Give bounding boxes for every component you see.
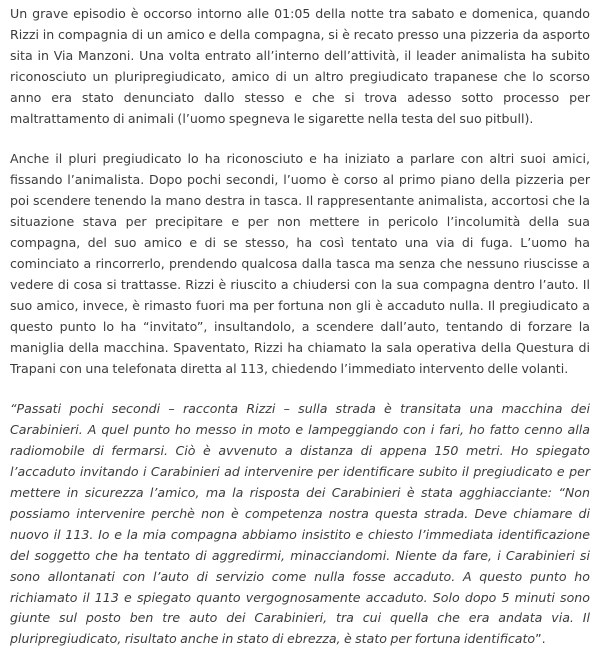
quote-closing-mark: ”. bbox=[535, 631, 546, 647]
article-paragraph-2: Anche il pluri pregiudicato lo ha riconosciuto e ha iniziato a parlare con altri suoi amici, fissando l’animalista. Dopo pochi secondi, l’uomo è corso al primo piano della pizzeria per poi scendere tenendo la mano destra in tasca. Il rappresentante animalista, accortosi che la situazione stava per precipitare e per non mettere in pericolo l’incolumità della sua compagna, del suo amico e di se stesso, ha così tentato una via di fuga. L’uomo ha cominciato a rincorrerlo, prendendo qualcosa dalla tasca ma senza che nessuno riuscisse a vedere di cosa si trattasse. Rizzi è riuscito a chiudersi con la sua compagna dentro l’auto. Il suo amico, invece, è rimasto fuori ma per fortuna non gli è accaduto nulla. Il pregiudicato a questo punto lo ha “invitato”, insultandolo, a scendere dall’auto, tentando di forzare la maniglia della macchina. Spaventato, Rizzi ha chiamato la sala operativa della Questura di Trapani con una telefonata diretta al 113, chiedendo l’immediato intervento delle volanti. bbox=[10, 151, 590, 376]
quote-text: “Passati pochi secondi – racconta Rizzi – sulla strada è transitata una macchina dei Carabinieri. A quel punto ho messo in moto e lampeggiando con i fari, ho fatto cenno alla radiomobile di fermarsi. Ciò è avvenuto a distanza di appena 150 metri. Ho spiegato l’accaduto invitando i Carabinieri ad intervenire per identificare subito il pregiudicato e per mettere in sicurezza l’amico, ma la risposta dei Carabinieri è stata agghiacciante: “Non possiamo intervenire perchè non è competenza nostra questa strada. Deve chiamare di nuovo il 113. Io e la mia compagna abbiamo insistito e chiesto l’immediata identificazione del soggetto che ha tentato di aggredirmi, minacciandomi. Niente da fare, i Carabinieri si sono allontanati con l’auto di servizio come nulla fosse accaduto. A questo punto ho richiamato il 113 e spiegato quanto vergognosamente accaduto. Solo dopo 5 minuti sono giunte sul posto ben tre auto dei Carabinieri, tra cui quella che era andata via. Il pluripregiudicato, risultato anche in stato di ebrezza, è stato per fortuna identificato bbox=[10, 401, 590, 647]
article-paragraph-1: Un grave episodio è occorso intorno alle 01:05 della notte tra sabato e domenica, quando Rizzi in compagnia di un amico e della compagna, si è recato presso una pizzeria da asporto sita in Via Manzoni. Una volta entrato all’interno dell’attività, il leader animalista ha subito riconosciuto un pluripregiudicato, amico di un altro pregiudicato trapanese che lo scorso anno era stato denunciato dallo stesso e che si trova adesso sotto processo per maltrattamento di animali (l’uomo spegneva le sigarette nella testa del suo pitbull). bbox=[10, 6, 590, 126]
article-quote-paragraph bbox=[10, 399, 590, 650]
